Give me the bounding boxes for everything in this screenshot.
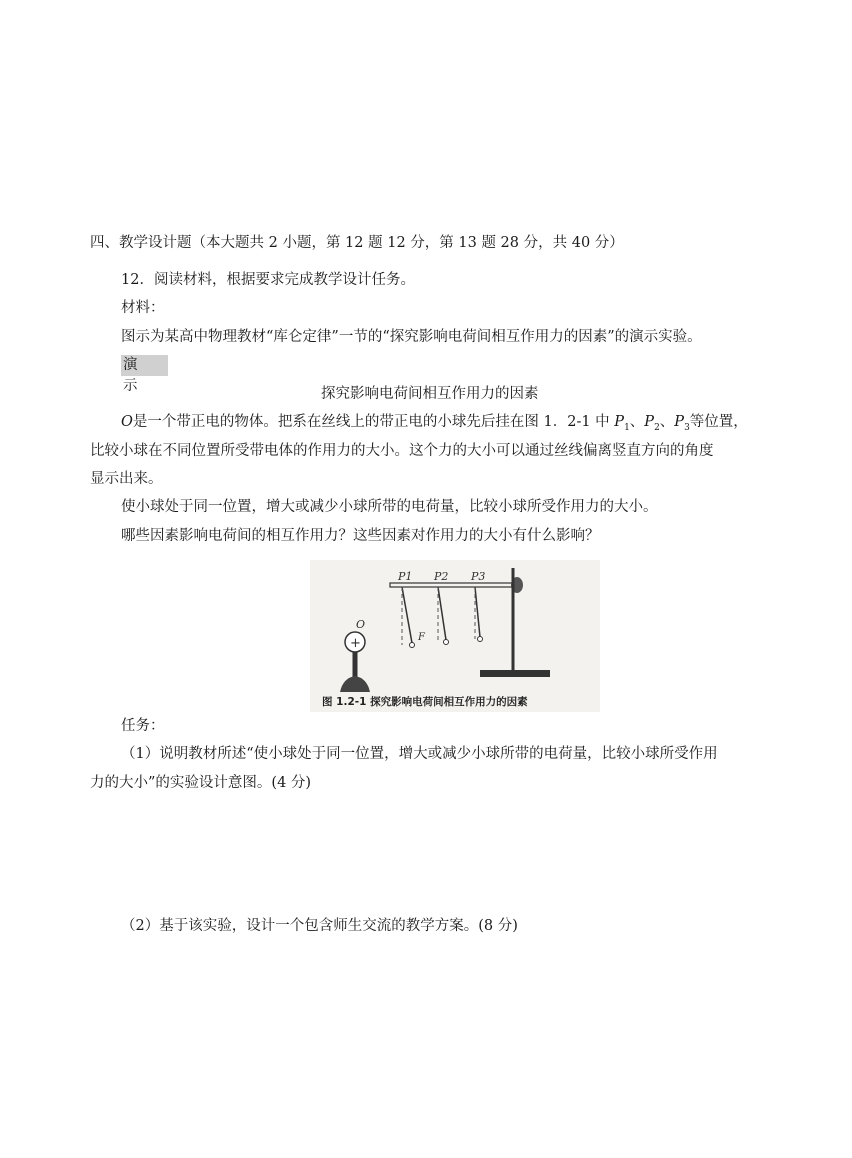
task-2: （2）基于该实验，设计一个包含师生交流的教学方案。(8 分): [121, 918, 518, 934]
figure-caption: 图 1.2-1 探究影响电荷间相互作用力的因素: [322, 696, 528, 708]
paragraph-1-line-1: [121, 412, 748, 438]
sub-p2: 2: [654, 422, 660, 433]
demo-title: 探究影响电荷间相互作用力的因素: [321, 386, 539, 402]
var-p3: P: [674, 414, 685, 430]
thread-p1: [402, 587, 412, 643]
task-1-line-2: 力的大小”的实验设计意图。(4 分): [90, 775, 312, 791]
horizontal-bar: [390, 583, 515, 587]
paragraph-1-line-3: 显示出来。: [90, 471, 163, 487]
demo-tag: 演示: [121, 355, 168, 376]
separator: 、: [659, 414, 675, 430]
ball-p1: [410, 643, 415, 648]
label-p2: P2: [434, 570, 449, 583]
thread-p3: [475, 587, 480, 637]
task-1-line-1: （1）说明教材所述“使小球处于同一位置，增大或减少小球所带的电荷量，比较小球所受作用: [121, 746, 718, 762]
label-p1: P1: [398, 570, 413, 583]
label-o: O: [356, 618, 366, 631]
paragraph-1-line-2: 比较小球在不同位置所受带电体的作用力的大小。这个力的大小可以通过丝线偏离竖直方向的角度: [90, 443, 714, 459]
thread-p2: [438, 587, 446, 640]
sub-p3: 3: [684, 422, 690, 433]
separator: 、: [629, 414, 645, 430]
ball-p3: [478, 637, 483, 642]
para1-text-a: 是一个带正电的物体。把系在丝线上的带正电的小球先后挂在图 1．2-1 中: [132, 414, 615, 430]
stand-base: [480, 670, 550, 677]
para1-text-b: 等位置，: [689, 414, 748, 430]
material-label: 材料：: [121, 300, 165, 316]
var-p1: P: [614, 414, 625, 430]
label-p3: P3: [471, 570, 486, 583]
plus-sign: +: [350, 636, 361, 651]
task-label: 任务：: [121, 718, 165, 734]
sub-p1: 1: [624, 422, 630, 433]
paragraph-3: 哪些因素影响电荷间的相互作用力？这些因素对作用力的大小有什么影响？: [121, 528, 600, 544]
var-o: O: [121, 414, 133, 430]
sphere-base: [340, 676, 370, 692]
var-p2: P: [644, 414, 655, 430]
label-f: F: [418, 632, 425, 643]
question-intro: 12．阅读材料，根据要求完成教学设计任务。: [121, 272, 415, 288]
material-text: 图示为某高中物理教材“库仑定律”一节的“探究影响电荷间相互作用力的因素”的演示实验。: [121, 329, 702, 345]
paragraph-2: 使小球处于同一位置，增大或减少小球所带的电荷量，比较小球所受作用力的大小。: [121, 499, 658, 515]
experiment-figure: [310, 560, 600, 712]
ball-p2: [444, 640, 449, 645]
section-heading: 四、教学设计题（本大题共 2 小题，第 12 题 12 分，第 13 题 28 分，共 40 分）: [90, 235, 624, 251]
